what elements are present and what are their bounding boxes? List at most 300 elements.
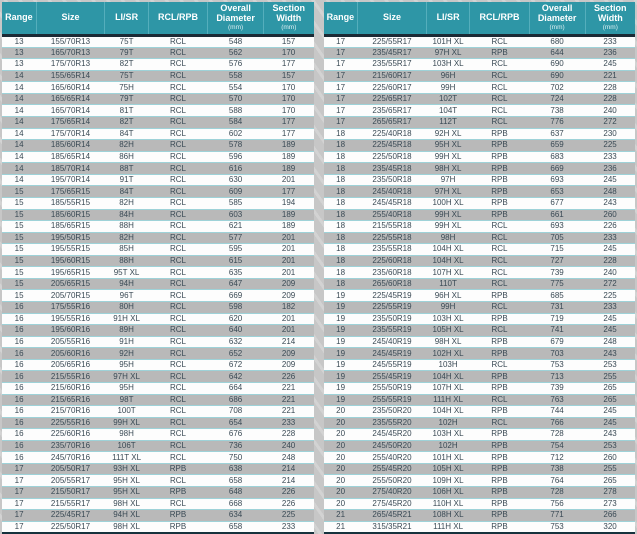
cell-section-width: 272 [585, 117, 635, 129]
cell-overall-diameter: 690 [529, 70, 585, 82]
table-row [2, 313, 314, 325]
cell-rcl-rpb: RCL [470, 93, 529, 105]
cell-li-sr: 84T [105, 128, 149, 140]
cell-li-sr: 82H [105, 197, 149, 209]
table-row [324, 417, 636, 429]
table-row [2, 105, 314, 117]
cell-section-width: 201 [264, 232, 314, 244]
cell-range: 15 [2, 221, 36, 233]
cell-size: 155/65R14 [36, 70, 105, 82]
cell-size: 215/65R16 [36, 394, 105, 406]
cell-range: 17 [324, 59, 358, 71]
cell-rcl-rpb: RPB [470, 290, 529, 302]
cell-li-sr: 79T [105, 93, 149, 105]
cell-overall-diameter: 776 [529, 117, 585, 129]
cell-overall-diameter: 738 [529, 463, 585, 475]
cell-range: 14 [2, 105, 36, 117]
cell-range: 21 [324, 521, 358, 533]
table-row [324, 278, 636, 290]
cell-size: 195/55R15 [36, 244, 105, 256]
cell-size: 225/60R18 [358, 255, 427, 267]
cell-li-sr: 99H [426, 302, 470, 314]
cell-section-width: 226 [264, 498, 314, 510]
cell-section-width: 170 [264, 93, 314, 105]
cell-li-sr: 101H XL [426, 35, 470, 47]
table-row [324, 221, 636, 233]
cell-rcl-rpb: RCL [148, 151, 207, 163]
cell-size: 215/55R16 [36, 371, 105, 383]
table-row [2, 359, 314, 371]
cell-rcl-rpb: RPB [470, 348, 529, 360]
cell-li-sr: 99H [426, 82, 470, 94]
cell-section-width: 182 [264, 302, 314, 314]
cell-rcl-rpb: RCL [470, 417, 529, 429]
cell-li-sr: 98H XL [105, 498, 149, 510]
table-row [2, 475, 314, 487]
cell-overall-diameter: 634 [208, 510, 264, 522]
cell-overall-diameter: 668 [208, 498, 264, 510]
table-row [324, 59, 636, 71]
cell-rcl-rpb: RCL [470, 221, 529, 233]
cell-section-width: 214 [264, 475, 314, 487]
cell-size: 245/50R20 [358, 440, 427, 452]
cell-li-sr: 99H XL [426, 151, 470, 163]
cell-overall-diameter: 621 [208, 221, 264, 233]
cell-overall-diameter: 736 [208, 440, 264, 452]
cell-range: 15 [2, 267, 36, 279]
cell-rcl-rpb: RCL [148, 197, 207, 209]
cell-overall-diameter: 642 [208, 371, 264, 383]
cell-rcl-rpb: RCL [148, 452, 207, 464]
cell-section-width: 189 [264, 163, 314, 175]
cell-section-width: 201 [264, 313, 314, 325]
cell-li-sr: 82H [105, 140, 149, 152]
cell-li-sr: 84H [105, 209, 149, 221]
cell-range: 18 [324, 163, 358, 175]
cell-range: 14 [2, 82, 36, 94]
cell-overall-diameter: 739 [529, 382, 585, 394]
cell-overall-diameter: 685 [529, 290, 585, 302]
cell-section-width: 214 [264, 336, 314, 348]
cell-overall-diameter: 602 [208, 128, 264, 140]
cell-size: 175/65R15 [36, 186, 105, 198]
cell-overall-diameter: 648 [208, 487, 264, 499]
cell-li-sr: 111H XL [426, 521, 470, 533]
cell-size: 185/65R15 [36, 221, 105, 233]
cell-rcl-rpb: RCL [470, 394, 529, 406]
cell-rcl-rpb: RCL [148, 406, 207, 418]
cell-size: 315/35R21 [358, 521, 427, 533]
table-row [324, 510, 636, 522]
cell-range: 17 [2, 487, 36, 499]
cell-range: 19 [324, 302, 358, 314]
table-row [2, 278, 314, 290]
cell-range: 18 [324, 151, 358, 163]
cell-li-sr: 109H XL [426, 475, 470, 487]
cell-size: 235/55R19 [358, 325, 427, 337]
table-row [324, 359, 636, 371]
table-row [324, 463, 636, 475]
cell-range: 19 [324, 336, 358, 348]
table-row [2, 510, 314, 522]
cell-overall-diameter: 609 [208, 186, 264, 198]
table-row [2, 174, 314, 186]
column-header-overall-diameter: Overall Diameter (mm) [208, 2, 264, 35]
cell-overall-diameter: 615 [208, 255, 264, 267]
cell-rcl-rpb: RPB [470, 174, 529, 186]
cell-range: 19 [324, 371, 358, 383]
cell-rcl-rpb: RCL [148, 278, 207, 290]
cell-li-sr: 82H [105, 232, 149, 244]
cell-section-width: 170 [264, 47, 314, 59]
cell-overall-diameter: 570 [208, 93, 264, 105]
cell-rcl-rpb: RPB [470, 128, 529, 140]
cell-li-sr: 108H XL [426, 510, 470, 522]
cell-section-width: 245 [585, 417, 635, 429]
cell-rcl-rpb: RCL [148, 475, 207, 487]
cell-li-sr: 99H XL [105, 417, 149, 429]
cell-overall-diameter: 632 [208, 336, 264, 348]
table-row [324, 487, 636, 499]
cell-section-width: 189 [264, 221, 314, 233]
cell-range: 20 [324, 406, 358, 418]
cell-overall-diameter: 620 [208, 313, 264, 325]
cell-rcl-rpb: RPB [470, 151, 529, 163]
table-row [324, 371, 636, 383]
table-row [2, 302, 314, 314]
cell-section-width: 226 [264, 371, 314, 383]
cell-size: 185/65R14 [36, 151, 105, 163]
cell-section-width: 194 [264, 197, 314, 209]
cell-li-sr: 107H XL [426, 382, 470, 394]
cell-size: 255/45R20 [358, 463, 427, 475]
cell-li-sr: 98H XL [426, 163, 470, 175]
table-row [324, 140, 636, 152]
cell-rcl-rpb: RCL [470, 359, 529, 371]
cell-li-sr: 110H XL [426, 498, 470, 510]
table-row [2, 209, 314, 221]
cell-rcl-rpb: RCL [470, 105, 529, 117]
table-row [324, 93, 636, 105]
cell-li-sr: 75T [105, 70, 149, 82]
cell-size: 245/70R16 [36, 452, 105, 464]
cell-size: 225/40R18 [358, 128, 427, 140]
cell-li-sr: 91H XL [105, 313, 149, 325]
cell-overall-diameter: 679 [529, 336, 585, 348]
cell-overall-diameter: 739 [529, 267, 585, 279]
cell-overall-diameter: 644 [529, 47, 585, 59]
cell-li-sr: 98H [426, 232, 470, 244]
cell-overall-diameter: 719 [529, 313, 585, 325]
cell-rcl-rpb: RCL [148, 163, 207, 175]
cell-section-width: 225 [264, 510, 314, 522]
cell-size: 275/40R20 [358, 487, 427, 499]
cell-li-sr: 111T XL [105, 452, 149, 464]
cell-overall-diameter: 638 [208, 463, 264, 475]
cell-rcl-rpb: RPB [470, 429, 529, 441]
cell-rcl-rpb: RCL [148, 302, 207, 314]
cell-range: 16 [2, 440, 36, 452]
cell-range: 13 [2, 35, 36, 47]
cell-rcl-rpb: RCL [470, 255, 529, 267]
cell-overall-diameter: 603 [208, 209, 264, 221]
cell-section-width: 255 [585, 463, 635, 475]
cell-range: 18 [324, 278, 358, 290]
table-row [2, 47, 314, 59]
cell-overall-diameter: 703 [529, 348, 585, 360]
cell-size: 195/70R14 [36, 174, 105, 186]
table-row [324, 302, 636, 314]
table-row [2, 163, 314, 175]
cell-range: 19 [324, 382, 358, 394]
cell-overall-diameter: 702 [529, 82, 585, 94]
cell-size: 195/60R15 [36, 255, 105, 267]
cell-section-width: 177 [264, 59, 314, 71]
table-row [324, 244, 636, 256]
cell-overall-diameter: 659 [529, 140, 585, 152]
cell-li-sr: 75H [105, 82, 149, 94]
cell-range: 14 [2, 151, 36, 163]
cell-rcl-rpb: RCL [470, 70, 529, 82]
cell-range: 17 [324, 93, 358, 105]
cell-section-width: 170 [264, 105, 314, 117]
cell-section-width: 265 [585, 475, 635, 487]
cell-size: 235/50R20 [358, 406, 427, 418]
cell-range: 16 [2, 359, 36, 371]
cell-range: 17 [324, 105, 358, 117]
cell-section-width: 248 [585, 336, 635, 348]
cell-rcl-rpb: RPB [470, 163, 529, 175]
cell-li-sr: 99H XL [426, 209, 470, 221]
cell-li-sr: 80H [105, 302, 149, 314]
cell-section-width: 225 [585, 290, 635, 302]
cell-rcl-rpb: RPB [470, 371, 529, 383]
cell-section-width: 265 [585, 394, 635, 406]
table-row [324, 452, 636, 464]
tire-spec-table-right [324, 2, 636, 534]
cell-size: 195/65R15 [36, 267, 105, 279]
table-row [324, 35, 636, 47]
table-row [324, 382, 636, 394]
cell-rcl-rpb: RCL [470, 244, 529, 256]
cell-rcl-rpb: RPB [470, 140, 529, 152]
cell-range: 15 [2, 255, 36, 267]
cell-rcl-rpb: RCL [148, 348, 207, 360]
cell-section-width: 189 [264, 151, 314, 163]
cell-rcl-rpb: RPB [148, 510, 207, 522]
cell-li-sr: 94H [105, 278, 149, 290]
cell-size: 175/70R13 [36, 59, 105, 71]
column-header-rcl-rpb: RCL/RPB [470, 2, 529, 35]
table-row [2, 117, 314, 129]
cell-size: 165/65R14 [36, 93, 105, 105]
cell-section-width: 228 [585, 93, 635, 105]
cell-section-width: 260 [585, 209, 635, 221]
cell-range: 17 [324, 82, 358, 94]
cell-rcl-rpb: RCL [470, 325, 529, 337]
cell-size: 195/50R15 [36, 232, 105, 244]
cell-size: 205/70R15 [36, 290, 105, 302]
cell-section-width: 255 [585, 371, 635, 383]
cell-range: 20 [324, 452, 358, 464]
cell-size: 245/55R19 [358, 359, 427, 371]
cell-li-sr: 100T [105, 406, 149, 418]
table-row [2, 452, 314, 464]
cell-section-width: 248 [585, 186, 635, 198]
cell-rcl-rpb: RCL [148, 35, 207, 47]
cell-section-width: 221 [585, 70, 635, 82]
cell-size: 175/55R16 [36, 302, 105, 314]
cell-range: 19 [324, 394, 358, 406]
cell-rcl-rpb: RCL [148, 117, 207, 129]
cell-li-sr: 97H XL [426, 47, 470, 59]
cell-overall-diameter: 690 [529, 59, 585, 71]
table-row [324, 290, 636, 302]
table-row [2, 348, 314, 360]
cell-size: 185/70R14 [36, 163, 105, 175]
cell-section-width: 201 [264, 325, 314, 337]
cell-range: 17 [2, 510, 36, 522]
cell-overall-diameter: 766 [529, 417, 585, 429]
cell-section-width: 228 [585, 255, 635, 267]
cell-section-width: 226 [264, 487, 314, 499]
cell-size: 195/55R16 [36, 313, 105, 325]
cell-rcl-rpb: RCL [470, 59, 529, 71]
table-row [2, 197, 314, 209]
cell-section-width: 230 [585, 128, 635, 140]
cell-rcl-rpb: RPB [470, 452, 529, 464]
cell-range: 16 [2, 325, 36, 337]
cell-li-sr: 105H XL [426, 463, 470, 475]
cell-li-sr: 88T [105, 163, 149, 175]
cell-section-width: 233 [264, 521, 314, 533]
cell-range: 20 [324, 463, 358, 475]
table-row [2, 128, 314, 140]
cell-range: 16 [2, 302, 36, 314]
cell-li-sr: 94H XL [105, 510, 149, 522]
table-row [2, 521, 314, 533]
cell-overall-diameter: 664 [208, 382, 264, 394]
cell-rcl-rpb: RCL [148, 140, 207, 152]
cell-size: 225/45R17 [36, 510, 105, 522]
cell-li-sr: 75T [105, 35, 149, 47]
cell-rcl-rpb: RPB [470, 463, 529, 475]
cell-range: 16 [2, 417, 36, 429]
table-body [2, 35, 314, 533]
cell-size: 215/50R17 [36, 487, 105, 499]
cell-range: 16 [2, 394, 36, 406]
cell-rcl-rpb: RPB [470, 186, 529, 198]
cell-range: 20 [324, 487, 358, 499]
cell-overall-diameter: 635 [208, 267, 264, 279]
cell-size: 215/60R17 [358, 70, 427, 82]
column-header-size: Size [358, 2, 427, 35]
table-row [324, 313, 636, 325]
cell-overall-diameter: 705 [529, 232, 585, 244]
cell-range: 18 [324, 221, 358, 233]
cell-section-width: 245 [585, 244, 635, 256]
cell-rcl-rpb: RCL [148, 70, 207, 82]
cell-overall-diameter: 763 [529, 394, 585, 406]
cell-section-width: 214 [264, 463, 314, 475]
cell-overall-diameter: 548 [208, 35, 264, 47]
cell-size: 255/45R19 [358, 371, 427, 383]
cell-size: 265/65R17 [358, 117, 427, 129]
cell-overall-diameter: 686 [208, 394, 264, 406]
table-row [324, 163, 636, 175]
cell-overall-diameter: 595 [208, 244, 264, 256]
cell-size: 175/70R14 [36, 128, 105, 140]
cell-li-sr: 92H [105, 348, 149, 360]
cell-li-sr: 106T [105, 440, 149, 452]
cell-li-sr: 96T [105, 290, 149, 302]
cell-li-sr: 95H XL [105, 475, 149, 487]
cell-overall-diameter: 680 [529, 35, 585, 47]
cell-overall-diameter: 658 [208, 475, 264, 487]
cell-rcl-rpb: RCL [148, 440, 207, 452]
cell-size: 205/65R15 [36, 278, 105, 290]
cell-size: 185/60R15 [36, 209, 105, 221]
cell-overall-diameter: 754 [529, 440, 585, 452]
cell-rcl-rpb: RCL [148, 371, 207, 383]
cell-size: 255/50R19 [358, 382, 427, 394]
cell-li-sr: 81T [105, 105, 149, 117]
table-row [2, 221, 314, 233]
cell-rcl-rpb: RCL [470, 278, 529, 290]
cell-range: 18 [324, 174, 358, 186]
cell-range: 14 [2, 140, 36, 152]
cell-size: 245/40R18 [358, 186, 427, 198]
table-row [2, 232, 314, 244]
cell-overall-diameter: 652 [208, 348, 264, 360]
cell-li-sr: 97H [426, 174, 470, 186]
cell-overall-diameter: 727 [529, 255, 585, 267]
cell-rcl-rpb: RCL [148, 232, 207, 244]
column-header-unit: (mm) [227, 24, 244, 32]
cell-range: 17 [2, 521, 36, 533]
cell-rcl-rpb: RCL [148, 59, 207, 71]
cell-overall-diameter: 588 [208, 105, 264, 117]
cell-size: 225/65R17 [358, 93, 427, 105]
cell-size: 235/55R20 [358, 417, 427, 429]
cell-size: 225/55R16 [36, 417, 105, 429]
cell-range: 16 [2, 336, 36, 348]
cell-size: 155/70R13 [36, 35, 105, 47]
cell-section-width: 157 [264, 70, 314, 82]
cell-li-sr: 103H XL [426, 313, 470, 325]
cell-overall-diameter: 669 [208, 290, 264, 302]
table-body [324, 35, 636, 533]
table-row [324, 255, 636, 267]
cell-range: 16 [2, 371, 36, 383]
cell-section-width: 273 [585, 498, 635, 510]
cell-range: 15 [2, 186, 36, 198]
cell-li-sr: 96H [426, 70, 470, 82]
table-row [2, 336, 314, 348]
table-row [2, 394, 314, 406]
cell-rcl-rpb: RCL [148, 255, 207, 267]
cell-size: 255/40R18 [358, 209, 427, 221]
cell-range: 15 [2, 290, 36, 302]
cell-rcl-rpb: RCL [148, 105, 207, 117]
table-row [324, 174, 636, 186]
cell-rcl-rpb: RCL [148, 93, 207, 105]
cell-rcl-rpb: RPB [470, 197, 529, 209]
cell-section-width: 189 [264, 209, 314, 221]
cell-section-width: 240 [585, 105, 635, 117]
cell-section-width: 266 [585, 510, 635, 522]
cell-range: 17 [2, 498, 36, 510]
